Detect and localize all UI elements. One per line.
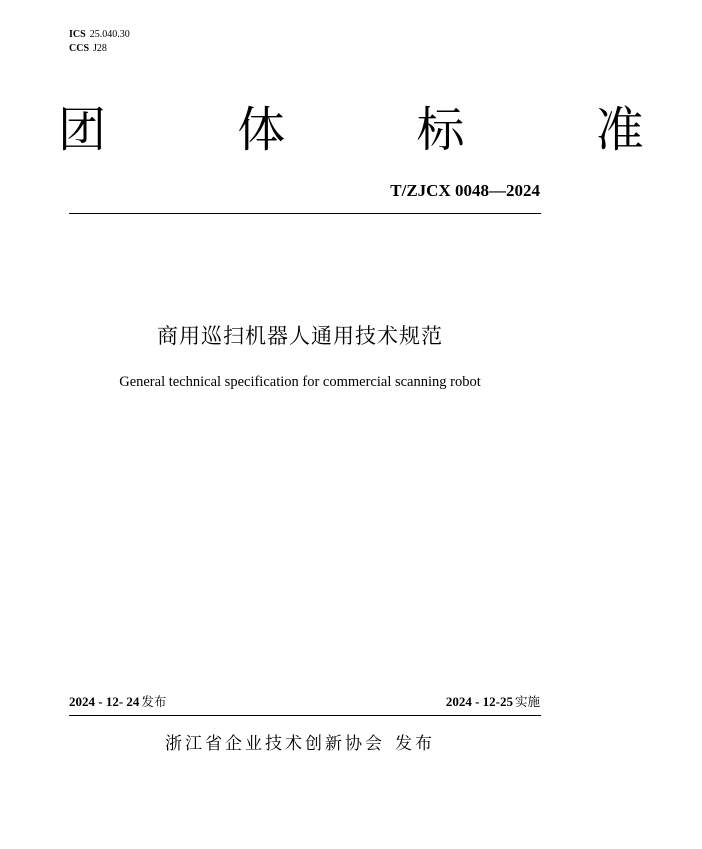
publisher-line: [0, 731, 600, 757]
ics-code-row: [69, 28, 130, 42]
ics-value: 25.040.30: [89, 29, 130, 40]
footer-divider: [69, 715, 541, 716]
publisher-label: 发布: [395, 734, 435, 754]
header-divider: [69, 213, 541, 214]
ccs-code-row: [69, 42, 130, 56]
ccs-label: CCS: [69, 43, 90, 54]
classification-codes: [69, 28, 130, 56]
english-title: General technical specification for commercial scanning robot: [119, 374, 481, 390]
issue-date-value: 2024 - 12- 24: [69, 694, 140, 709]
ccs-value: J28: [93, 43, 107, 54]
standard-number: T/ZJCX 0048—2024: [390, 181, 540, 200]
implementation-date-label: 实施: [514, 694, 540, 709]
issue-date-label: 发布: [141, 694, 167, 709]
implementation-date: [446, 693, 540, 711]
chinese-title: 商用巡扫机器人通用技术规范: [157, 324, 443, 348]
publisher-name: 浙江省企业技术创新协会: [165, 734, 385, 754]
implementation-date-value: 2024 - 12-25: [445, 694, 513, 709]
issue-date: [69, 693, 166, 711]
ics-label: ICS: [69, 29, 86, 40]
standard-type-heading: 团 体 标 准: [58, 102, 702, 158]
